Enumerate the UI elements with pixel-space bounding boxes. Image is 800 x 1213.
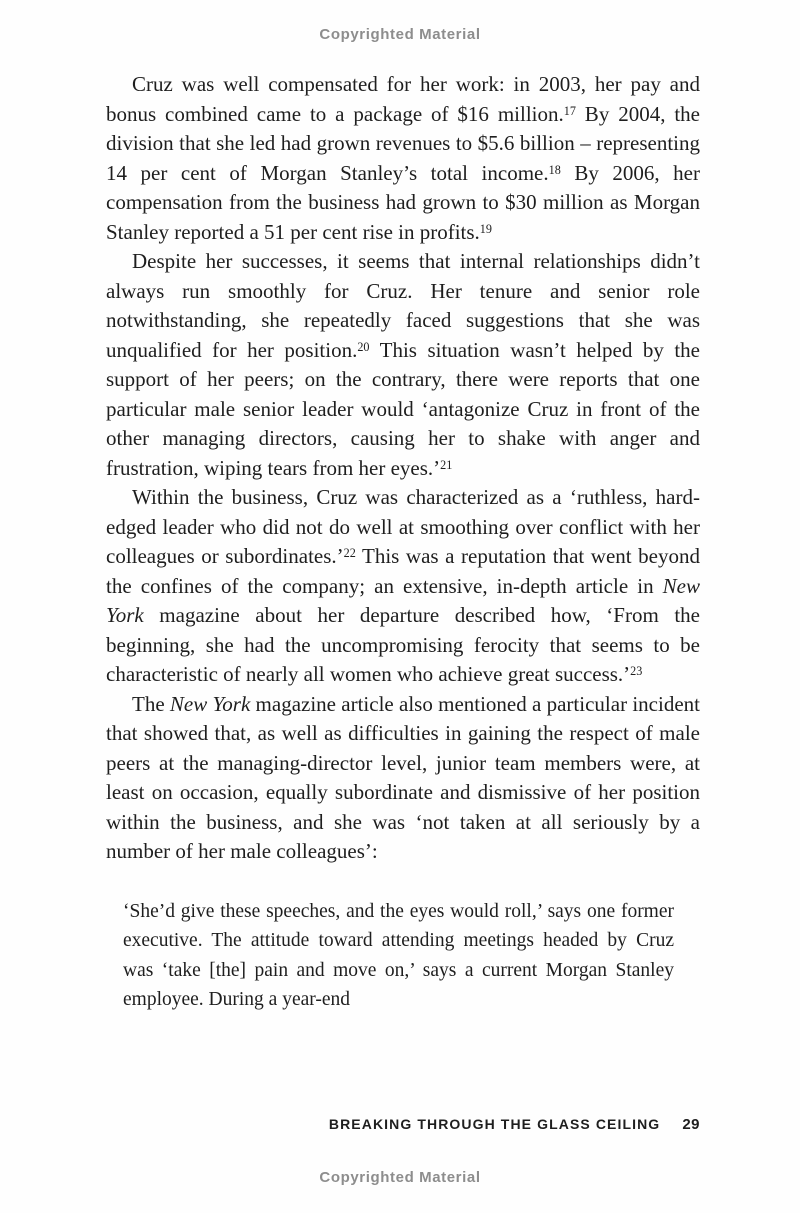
text-run: By 2006, her compensation from the business had grown to $30 million as Morgan Stanley reported a 51 per cent rise in profits. (106, 160, 700, 244)
text-run: By 2004, the division that she led had grown revenues to $5.6 billion – representing 14 per cent of Morgan Stanley’s total income. (106, 101, 700, 185)
footnote-reference: 20 (357, 339, 370, 354)
paragraph (106, 247, 700, 483)
italic-title: New York (169, 691, 251, 716)
text-run: This was a reputation that went beyond the confines of the company; an extensive, in-depth article in (106, 544, 700, 598)
page-number: 29 (682, 1116, 700, 1133)
paragraph (106, 70, 700, 247)
running-footer (106, 1116, 700, 1133)
text-run: magazine about her departure described how, ‘From the beginning, she had the uncompromising ferocity that seems to be characteristic of nearly all women who achieve great success.’ (106, 603, 700, 686)
italic-title: New York (106, 573, 700, 627)
footnote-reference: 19 (479, 221, 492, 236)
text-run: Within the business, Cruz was characterized as a ‘ruthless, hard-edged leader who did not do well at smoothing over conflict with her colleagues or subordinates.’ (106, 485, 700, 568)
text-run: The (132, 691, 170, 716)
footnote-reference: 18 (548, 162, 561, 177)
text-run: Despite her successes, it seems that internal relationships didn’t always run smoothly for Cruz. Her tenure and senior role notwithstanding, she repeatedly faced suggestions that she was unqualified for her position. (106, 249, 700, 362)
page-body (106, 70, 700, 1015)
text-run: magazine article also mentioned a particular incident that showed that, as well as difficulties in gaining the respect of male peers at the managing-director level, junior team members were, at least on occasion, equally subordinate and dismissive of her position within the business, and she was ‘not taken at all seriously by a number of her male colleagues’: (106, 691, 700, 863)
running-footer-title: BREAKING THROUGH THE GLASS CEILING (328, 1116, 661, 1132)
block-quote (123, 897, 674, 1015)
footnote-reference: 22 (343, 546, 356, 561)
footnote-reference: 17 (563, 103, 576, 118)
text-run: Cruz was well compensated for her work: in 2003, her pay and bonus combined came to a package of $16 million. (106, 72, 700, 126)
copyright-notice-bottom: Copyrighted Material (319, 1169, 481, 1186)
footnote-reference: 21 (440, 457, 453, 472)
paragraph (106, 690, 700, 867)
copyright-notice-top: Copyrighted Material (319, 26, 481, 43)
text-run: This situation wasn’t helped by the support of her peers; on the contrary, there were reports that one particular male senior leader would ‘antagonize Cruz in front of the other managing directors, causing her to shake with anger and frustration, wiping tears from her eyes.’ (106, 337, 700, 480)
paragraph (106, 483, 700, 690)
text-run: ‘She’d give these speeches, and the eyes would roll,’ says one former executive. The attitude toward attending meetings headed by Cruz was ‘take [the] pain and move on,’ says a current Morgan Stanley employee. During a year-end (123, 900, 674, 1010)
footnote-reference: 23 (630, 664, 643, 679)
